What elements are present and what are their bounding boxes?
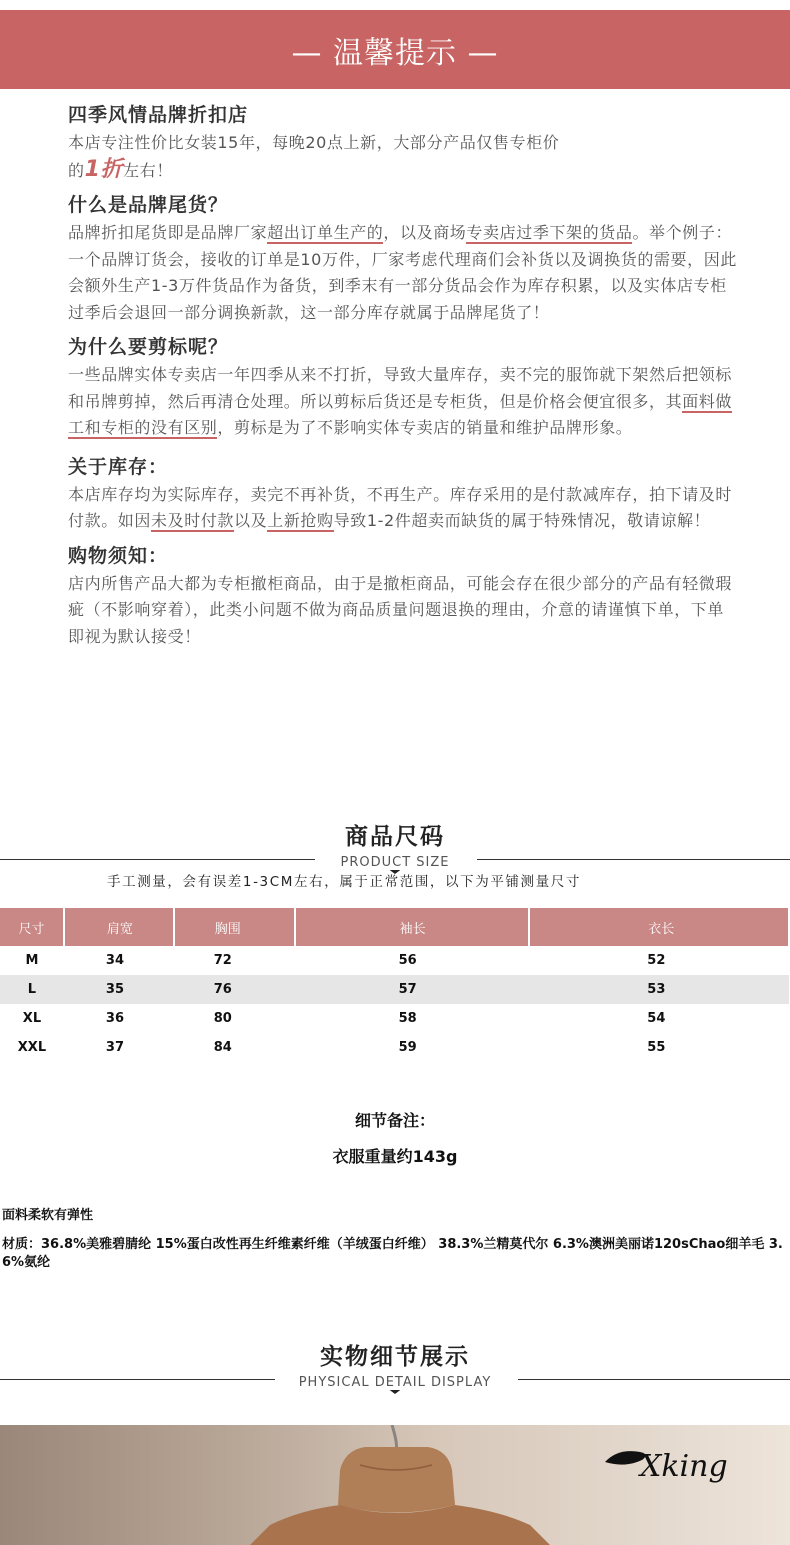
underlined-text: 专卖店过季下架的货品 bbox=[466, 223, 633, 242]
underlined-text: 面料做工和专柜的没有区别 bbox=[68, 391, 733, 437]
product-size-title: 商品尺码 bbox=[345, 824, 445, 850]
underlined-text: 上新抢购 bbox=[267, 511, 334, 530]
header-size: 尺寸 bbox=[0, 908, 64, 946]
shopping-paragraph: 店内所售产品大都为专柜撤柜商品，由于是撤柜商品，可能会存在很少部分的产品有轻微瑕疵（不影响穿着），此类小问题不做为商品质量问题退换的理由，介意的请谨慎下单，下单即视为默认接受！ bbox=[68, 573, 733, 646]
divider-left bbox=[0, 859, 315, 860]
header-length: 衣长 bbox=[529, 908, 789, 946]
underlined-text: 未及时付款 bbox=[151, 511, 235, 530]
notice-section-stock bbox=[68, 452, 738, 535]
table-cell: 76 bbox=[174, 975, 295, 1004]
physical-detail-rule bbox=[0, 1371, 790, 1390]
table-cell: 55 bbox=[647, 1040, 666, 1055]
store-line2-suffix: 左右！ bbox=[123, 160, 173, 180]
divider-left bbox=[0, 1379, 275, 1380]
table-cell: 80 bbox=[213, 1011, 232, 1026]
store-line2-prefix: 的 bbox=[68, 160, 85, 180]
notice-section-cut-label bbox=[68, 332, 738, 442]
table-cell: 84 bbox=[213, 1040, 232, 1055]
text-span: 以及 bbox=[234, 511, 268, 530]
table-cell: L bbox=[0, 975, 64, 1004]
fabric-note: 面料柔软有弹性 bbox=[2, 1208, 94, 1223]
text-span: 一些品牌实体专卖店一年四季从来不打折，导致大量库存，卖不完的服饰就下架然后把领标和吊牌剪掉，然后再清仓处理。所以剪标后货还是专柜货，但是价格会便宜很多，其 bbox=[68, 365, 733, 411]
table-cell: 36 bbox=[105, 1011, 124, 1026]
table-cell: 54 bbox=[647, 1011, 666, 1026]
header-shoulder: 肩宽 bbox=[64, 908, 174, 946]
underlined-text: 超出订单生产的 bbox=[267, 223, 384, 242]
brand-logo bbox=[600, 1438, 770, 1488]
product-size-heading bbox=[0, 818, 790, 874]
cut-label-paragraph bbox=[68, 362, 738, 442]
size-table bbox=[0, 908, 790, 1062]
product-size-subtitle: PRODUCT SIZE bbox=[337, 855, 454, 870]
logo-text: Xking bbox=[640, 1449, 728, 1484]
header-sleeve: 袖长 bbox=[295, 908, 530, 946]
notice-section-store bbox=[68, 100, 738, 184]
table-cell: 34 bbox=[105, 953, 124, 968]
notice-section-tail-goods bbox=[68, 190, 738, 326]
cut-label-title: 为什么要剪标呢？ bbox=[68, 336, 229, 358]
size-table-header bbox=[0, 908, 789, 946]
table-cell: 52 bbox=[647, 953, 666, 968]
table-cell: 59 bbox=[398, 1040, 417, 1055]
table-cell: 57 bbox=[295, 975, 530, 1004]
notice-section-shopping bbox=[68, 541, 738, 651]
table-row bbox=[0, 975, 789, 1004]
text-span: 导致1-2件超卖而缺货的属于特殊情况，敬请谅解！ bbox=[333, 511, 711, 530]
detail-notes-label: 细节备注： bbox=[354, 1111, 435, 1130]
header-bust: 胸围 bbox=[174, 908, 295, 946]
text-span: 。举个例子：一个品牌订货会，接收的订单是10万件，厂家考虑代理商们会补货以及调换货的需要，因此会额外生产1-3万件货品作为备货，到季末有一部分货品会作为库存积累，以及实体店专柜过季后会退回一部分调换新款，这一部分库存就属于品牌尾货了！ bbox=[68, 223, 737, 322]
text-span: ，以及商场 bbox=[383, 223, 467, 242]
store-title: 四季风情品牌折扣店 bbox=[68, 104, 249, 126]
text-span: 品牌折扣尾货即是品牌厂家 bbox=[68, 223, 268, 242]
material-composition: 材质：36.8%美雅碧腈纶 15%蛋白改性再生纤维素纤维（羊绒蛋白纤维） 38.3%兰精莫代尔 6.3%澳洲美丽诺120sChao细羊毛 3.6%氨纶 bbox=[2, 1237, 783, 1270]
physical-detail-subtitle: PHYSICAL DETAIL DISPLAY bbox=[295, 1375, 496, 1390]
table-cell: 58 bbox=[398, 1011, 417, 1026]
garment-weight: 衣服重量约143g bbox=[332, 1147, 458, 1166]
divider-right bbox=[477, 859, 790, 860]
physical-detail-title: 实物细节展示 bbox=[320, 1344, 470, 1370]
table-cell: 53 bbox=[529, 975, 789, 1004]
table-row bbox=[0, 1033, 789, 1062]
physical-detail-heading bbox=[0, 1338, 790, 1394]
stock-paragraph bbox=[68, 482, 738, 535]
table-cell: 37 bbox=[105, 1040, 124, 1055]
tail-goods-title: 什么是品牌尾货？ bbox=[68, 194, 229, 216]
divider-right bbox=[518, 1379, 790, 1380]
banner-title: — 温馨提示 — bbox=[291, 35, 499, 71]
table-cell: 56 bbox=[398, 953, 417, 968]
table-cell: XXL bbox=[17, 1040, 47, 1055]
table-row bbox=[0, 1004, 789, 1033]
text-span: ，剪标是为了不影响实体专卖店的销量和维护品牌形象。 bbox=[217, 418, 633, 437]
table-cell: 35 bbox=[64, 975, 174, 1004]
measure-note: 手工测量，会有误差1-3CM左右，属于正常范围，以下为平铺测量尺寸 bbox=[107, 874, 581, 890]
table-cell: XL bbox=[22, 1011, 42, 1026]
table-row bbox=[0, 946, 789, 975]
store-line2 bbox=[68, 157, 738, 185]
warm-tips-banner bbox=[0, 10, 790, 89]
sweater-collar bbox=[338, 1447, 455, 1513]
store-line1: 本店专注性价比女装15年，每晚20点上新，大部分产品仅售专柜价 bbox=[68, 133, 560, 152]
notice-block bbox=[68, 100, 738, 656]
stock-title: 关于库存： bbox=[68, 455, 169, 478]
tail-goods-paragraph bbox=[68, 220, 738, 326]
discount-highlight: 1折 bbox=[84, 156, 124, 182]
product-size-rule bbox=[0, 851, 790, 870]
text-span: 本店库存均为实际库存，卖完不再补货，不再生产。库存采用的是付款减库存，拍下请及时付款。如因 bbox=[68, 484, 733, 530]
shopping-title: 购物须知： bbox=[68, 544, 169, 567]
table-cell: 72 bbox=[213, 953, 232, 968]
table-cell: M bbox=[25, 953, 39, 968]
